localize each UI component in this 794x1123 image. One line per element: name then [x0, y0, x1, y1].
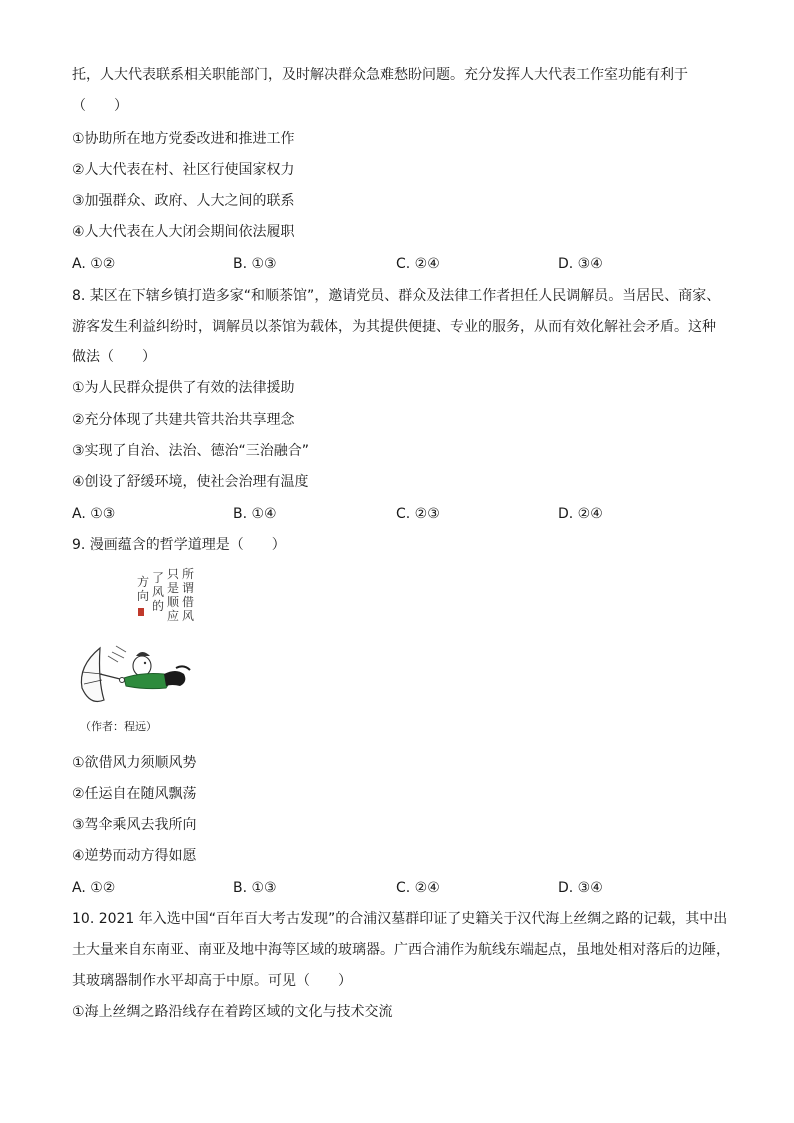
q9-choice-b: B. ①③ [233, 880, 277, 896]
q7-stem-line-2: （ ） [72, 98, 128, 114]
cartoon-char: 了 [152, 571, 165, 585]
q7-option-3: ③加强群众、政府、人大之间的联系 [72, 193, 295, 209]
q9-option-3: ③驾伞乘风去我所向 [72, 817, 197, 833]
person-drawing [120, 652, 191, 689]
cartoon-char: 方 [137, 575, 150, 589]
q8-option-1: ①为人民群众提供了有效的法律援助 [72, 380, 295, 396]
q8-stem-line-3: 做法（ ） [72, 349, 156, 365]
q10-stem-line-2: 土大量来自东南亚、南亚及地中海等区域的玻璃器。广西合浦作为航线东端起点，虽地处相对落后的边陲， [72, 942, 730, 958]
q9-option-4: ④逆势而动方得如愿 [72, 848, 197, 864]
q9-option-1: ①欲借风力须顺风势 [72, 755, 197, 771]
cartoon-char: 风 [182, 609, 195, 623]
cartoon-char: 风 [152, 585, 165, 599]
q9-option-2: ②任运自在随风飘荡 [72, 786, 197, 802]
q7-stem-line-1: 托，人大代表联系相关职能部门，及时解决群众急难愁盼问题。充分发挥人大代表工作室功能有利于 [72, 67, 688, 83]
cartoon-char: 谓 [182, 581, 195, 595]
cartoon-char: 所 [182, 567, 195, 581]
q10-stem-line-1: 10. 2021 年入选中国“百年百大考古发现”的合浦汉墓群印证了史籍关于汉代海上丝绸之路的记载，其中出 [72, 911, 728, 927]
q8-choice-d: D. ②④ [558, 506, 603, 522]
q9-choice-a: A. ①② [72, 880, 116, 896]
q7-option-1: ①协助所在地方党委改进和推进工作 [72, 131, 295, 147]
q7-choice-c: C. ②④ [396, 256, 440, 272]
cartoon-char: 向 [137, 589, 150, 603]
q8-stem-line-1: 8. 某区在下辖乡镇打造多家“和顺茶馆”，邀请党员、群众及法律工作者担任人民调解员。当居民、商家、 [72, 288, 721, 304]
q10-stem-line-3: 其玻璃器制作水平却高于中原。可见（ ） [72, 973, 352, 989]
cartoon-char: 的 [152, 599, 165, 613]
wind-lines [108, 646, 126, 662]
seal-stamp [138, 608, 144, 616]
cartoon-char: 是 [167, 581, 180, 595]
q8-choice-b: B. ①④ [233, 506, 277, 522]
q7-choices [72, 255, 732, 273]
q8-choice-c: C. ②③ [396, 506, 440, 522]
cartoon-illustration [72, 556, 202, 742]
cartoon-handwriting [137, 567, 194, 623]
q9-choices [72, 879, 732, 897]
q7-choice-d: D. ③④ [558, 256, 603, 272]
q8-option-3: ③实现了自治、法治、德治“三治融合” [72, 443, 310, 459]
cartoon-caption: （作者：程远） [80, 720, 157, 733]
umbrella-drawing [81, 648, 124, 702]
cartoon-char: 只 [167, 567, 180, 581]
q7-choice-a: A. ①② [72, 256, 116, 272]
q9-stem-line-1: 9. 漫画蕴含的哲学道理是（ ） [72, 537, 286, 553]
q7-option-2: ②人大代表在村、社区行使国家权力 [72, 162, 295, 178]
q8-stem-line-2: 游客发生利益纠纷时，调解员以茶馆为载体，为其提供便捷、专业的服务，从而有效化解社会矛盾。这种 [72, 319, 716, 335]
q8-choices [72, 505, 732, 523]
q8-choice-a: A. ①③ [72, 506, 116, 522]
cartoon-char: 顺 [167, 595, 180, 609]
q8-option-4: ④创设了舒缓环境，使社会治理有温度 [72, 474, 309, 490]
cartoon-char: 应 [167, 609, 180, 623]
q7-option-4: ④人大代表在人大闭会期间依法履职 [72, 224, 295, 240]
q8-option-2: ②充分体现了共建共管共治共享理念 [72, 412, 295, 428]
q9-choice-d: D. ③④ [558, 880, 603, 896]
q7-choice-b: B. ①③ [233, 256, 277, 272]
cartoon-char: 借 [182, 595, 195, 609]
q10-option-1: ①海上丝绸之路沿线存在着跨区域的文化与技术交流 [72, 1004, 393, 1020]
q9-choice-c: C. ②④ [396, 880, 440, 896]
